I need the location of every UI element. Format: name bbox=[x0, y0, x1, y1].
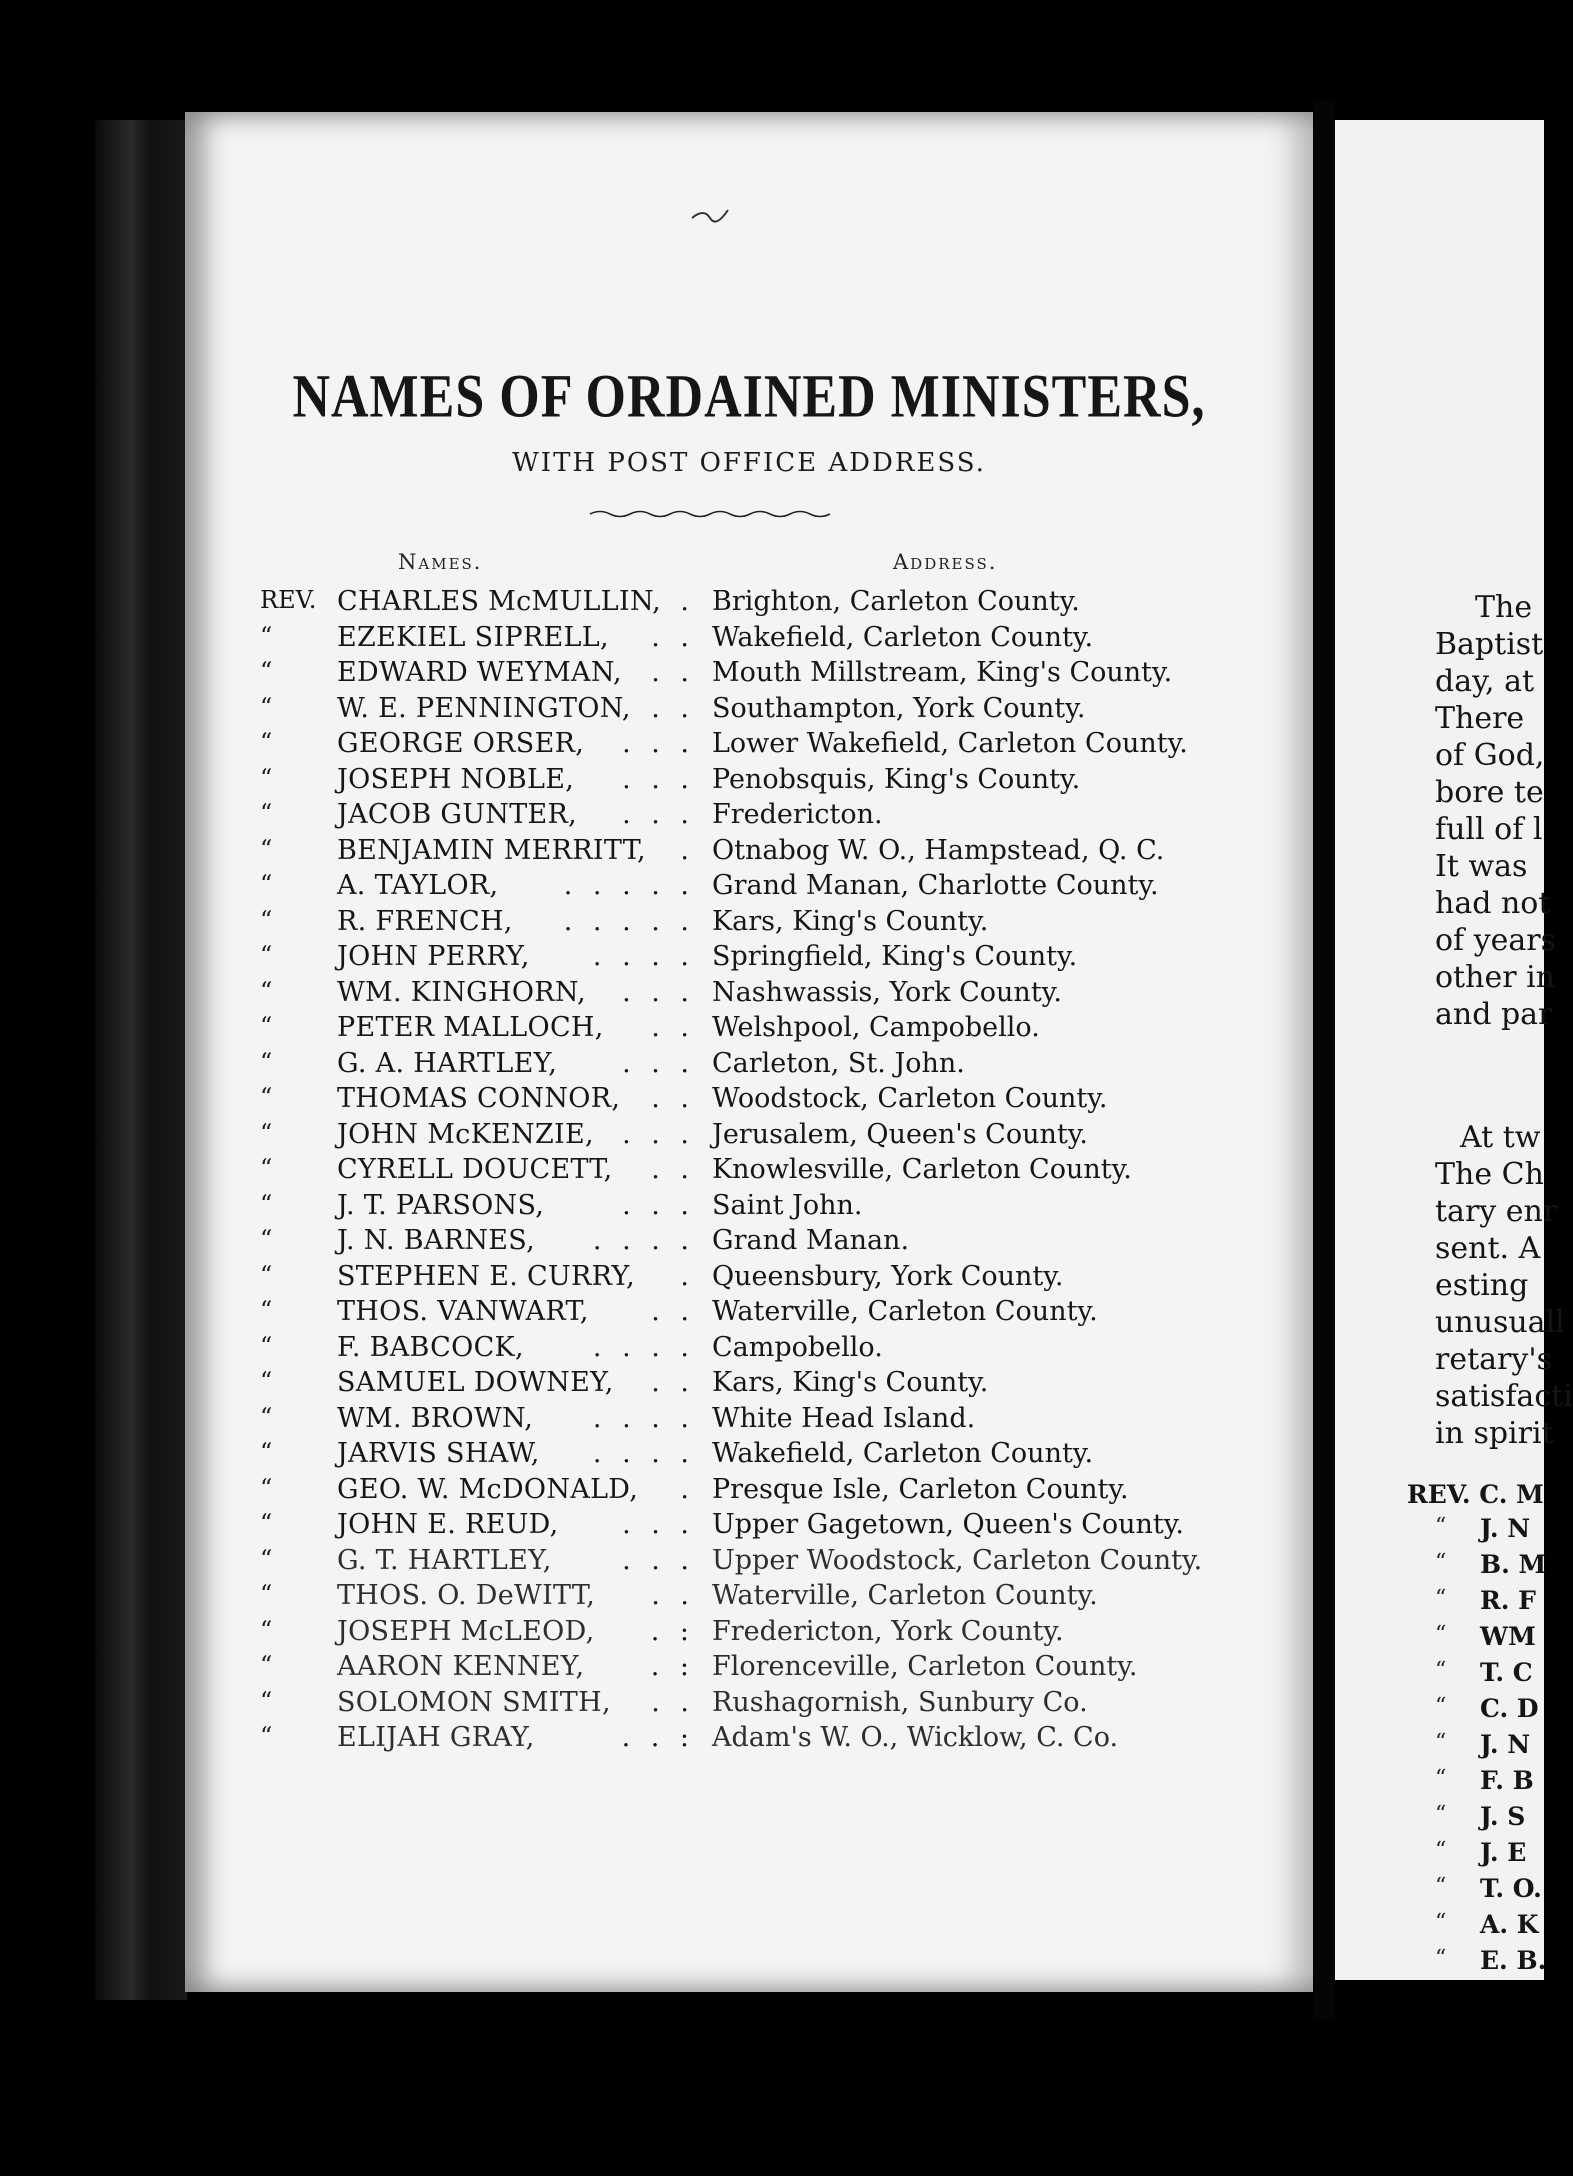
minister-name: JOHN E. REUD, bbox=[337, 1509, 559, 1540]
minister-address: Fredericton. bbox=[712, 799, 883, 830]
ditto-mark: “ bbox=[1435, 1514, 1447, 1539]
left-page bbox=[185, 112, 1313, 1992]
minister-name: ELIJAH GRAY, bbox=[337, 1722, 535, 1753]
minister-row bbox=[185, 977, 1313, 1013]
facing-list-item: J. S bbox=[1480, 1802, 1526, 1831]
minister-name: W. E. PENNINGTON, bbox=[337, 692, 631, 724]
minister-name: G. T. HARTLEY, bbox=[337, 1544, 552, 1576]
minister-row bbox=[185, 1509, 1313, 1545]
leader-dots: . . bbox=[651, 657, 695, 688]
facing-text-line: day, at bbox=[1435, 664, 1535, 699]
minister-address: Lower Wakefield, Carleton County. bbox=[712, 728, 1188, 759]
minister-name: JOSEPH McLEOD, bbox=[337, 1615, 595, 1647]
minister-name: JOHN PERRY, bbox=[337, 941, 530, 972]
minister-address: Brighton, Carleton County. bbox=[712, 586, 1080, 617]
minister-name: JARVIS SHAW, bbox=[337, 1438, 540, 1469]
minister-row bbox=[185, 693, 1313, 729]
facing-text-line: of years bbox=[1435, 923, 1557, 958]
facing-text-line: retary's bbox=[1435, 1342, 1552, 1377]
minister-row bbox=[185, 1474, 1313, 1510]
minister-prefix: “ bbox=[260, 1260, 273, 1289]
minister-address: Wakefield, Carleton County. bbox=[712, 1438, 1094, 1469]
minister-name: JACOB GUNTER, bbox=[337, 799, 578, 830]
minister-prefix: “ bbox=[260, 1296, 273, 1324]
page-title: NAMES OF ORDAINED MINISTERS, bbox=[292, 363, 1206, 431]
leader-dots: . . bbox=[651, 1012, 695, 1043]
leader-dots: . bbox=[680, 1260, 695, 1292]
minister-prefix: “ bbox=[260, 1012, 273, 1040]
ditto-mark: “ bbox=[1435, 1550, 1447, 1575]
minister-prefix: “ bbox=[260, 621, 273, 650]
page-gutter bbox=[1313, 100, 1335, 2020]
facing-text-line: esting bbox=[1435, 1268, 1529, 1303]
minister-row bbox=[185, 1403, 1313, 1439]
leader-dots: . bbox=[680, 834, 695, 866]
minister-name: JOSEPH NOBLE, bbox=[337, 763, 575, 795]
facing-text-line: The bbox=[1475, 590, 1533, 625]
minister-address: Carleton, St. John. bbox=[712, 1047, 965, 1079]
minister-name: SAMUEL DOWNEY, bbox=[337, 1367, 614, 1398]
minister-name: EDWARD WEYMAN, bbox=[337, 657, 622, 688]
minister-prefix: “ bbox=[260, 1473, 273, 1502]
minister-prefix: “ bbox=[260, 941, 273, 969]
minister-prefix: “ bbox=[260, 1083, 273, 1111]
minister-address: White Head Island. bbox=[712, 1402, 976, 1434]
minister-row bbox=[185, 1296, 1313, 1332]
facing-text-line: of God, bbox=[1435, 738, 1545, 773]
minister-row bbox=[185, 1154, 1313, 1190]
minister-row bbox=[185, 728, 1313, 764]
facing-list-item: R. F bbox=[1480, 1586, 1536, 1615]
facing-text-line: bore te bbox=[1435, 775, 1544, 810]
ditto-mark: “ bbox=[1435, 1838, 1447, 1863]
facing-text-line: full of l bbox=[1435, 812, 1543, 847]
minister-prefix: “ bbox=[260, 763, 273, 792]
minister-name: EZEKIEL SIPRELL, bbox=[337, 621, 609, 653]
minister-row bbox=[185, 1367, 1313, 1403]
minister-address: Springfield, King's County. bbox=[712, 941, 1078, 972]
minister-name: GEO. W. McDONALD, bbox=[337, 1473, 639, 1505]
minister-name: R. FRENCH, bbox=[337, 905, 513, 937]
facing-list-item: A. K bbox=[1480, 1910, 1539, 1939]
facing-list-item: F. B bbox=[1480, 1766, 1534, 1795]
pencil-mark bbox=[690, 198, 730, 228]
book-spine-edge bbox=[95, 120, 187, 2000]
minister-name: CHARLES McMULLIN, bbox=[337, 586, 662, 617]
leader-dots: . . . . . bbox=[563, 905, 695, 937]
leader-dots: . . bbox=[651, 1154, 695, 1185]
minister-address: Saint John. bbox=[712, 1189, 863, 1221]
minister-prefix: “ bbox=[260, 834, 273, 863]
minister-prefix: “ bbox=[260, 1189, 273, 1218]
ditto-mark: “ bbox=[1435, 1622, 1447, 1647]
minister-address: Welshpool, Campobello. bbox=[712, 1012, 1040, 1043]
minister-name: CYRELL DOUCETT, bbox=[337, 1154, 613, 1185]
facing-list-item: B. M bbox=[1480, 1550, 1547, 1579]
facing-list-item: J. E bbox=[1480, 1838, 1527, 1867]
minister-row bbox=[185, 586, 1313, 622]
minister-prefix: “ bbox=[260, 692, 273, 721]
minister-prefix: “ bbox=[260, 1367, 273, 1395]
minister-name: THOS. VANWART, bbox=[337, 1296, 589, 1327]
leader-dots: . bbox=[680, 586, 695, 617]
minister-row bbox=[185, 1119, 1313, 1155]
leader-dots: . . bbox=[651, 1686, 695, 1718]
minister-name: BENJAMIN MERRITT, bbox=[337, 834, 646, 866]
minister-address: Presque Isle, Carleton County. bbox=[712, 1473, 1129, 1505]
minister-prefix: “ bbox=[260, 1580, 273, 1608]
minister-prefix: “ bbox=[260, 1509, 273, 1537]
minister-row bbox=[185, 1083, 1313, 1119]
minister-address: Upper Gagetown, Queen's County. bbox=[712, 1509, 1185, 1540]
minister-address: Upper Woodstock, Carleton County. bbox=[712, 1544, 1203, 1576]
minister-name: F. BABCOCK, bbox=[337, 1331, 524, 1363]
minister-name: WM. BROWN, bbox=[337, 1402, 534, 1434]
minister-prefix: “ bbox=[260, 1402, 273, 1431]
leader-dots: . . bbox=[651, 1580, 695, 1611]
leader-dots: . . . bbox=[622, 799, 695, 830]
minister-row bbox=[185, 799, 1313, 835]
minister-prefix: “ bbox=[260, 870, 273, 898]
minister-address: Grand Manan, Charlotte County. bbox=[712, 870, 1159, 901]
minister-prefix: “ bbox=[260, 799, 273, 827]
address-column-header: Address. bbox=[893, 550, 998, 574]
minister-row bbox=[185, 835, 1313, 871]
minister-name: WM. KINGHORN, bbox=[337, 976, 586, 1008]
leader-dots: . : bbox=[650, 1651, 695, 1682]
facing-list-item: C. D bbox=[1480, 1694, 1539, 1723]
leader-dots: . . . . bbox=[592, 1331, 695, 1363]
ditto-mark: “ bbox=[1435, 1946, 1447, 1971]
minister-prefix: “ bbox=[260, 728, 273, 756]
minister-prefix: “ bbox=[260, 1686, 273, 1715]
minister-prefix: “ bbox=[260, 1047, 273, 1076]
facing-text-line: It was bbox=[1435, 849, 1528, 884]
minister-address: Florenceville, Carleton County. bbox=[712, 1651, 1138, 1682]
leader-dots: . . bbox=[651, 692, 695, 724]
facing-text-line: The Ch bbox=[1435, 1157, 1544, 1192]
minister-address: Adam's W. O., Wicklow, C. Co. bbox=[712, 1722, 1119, 1753]
minister-row bbox=[185, 1580, 1313, 1616]
minister-prefix: “ bbox=[260, 1438, 273, 1466]
minister-row bbox=[185, 1616, 1313, 1652]
minister-prefix: “ bbox=[260, 905, 273, 934]
minister-prefix: “ bbox=[260, 1331, 273, 1360]
facing-text-line: other in bbox=[1435, 960, 1555, 995]
minister-name: J. N. BARNES, bbox=[337, 1225, 535, 1256]
minister-address: Rushagornish, Sunbury Co. bbox=[712, 1686, 1088, 1718]
leader-dots: . . bbox=[651, 1296, 695, 1327]
facing-text-line: At tw bbox=[1460, 1120, 1541, 1155]
facing-list-item: T. O. bbox=[1480, 1874, 1542, 1903]
facing-text-line: There bbox=[1435, 701, 1525, 736]
minister-prefix: “ bbox=[260, 976, 273, 1005]
minister-address: Mouth Millstream, King's County. bbox=[712, 657, 1173, 688]
minister-address: Knowlesville, Carleton County. bbox=[712, 1154, 1132, 1185]
minister-name: JOHN McKENZIE, bbox=[337, 1118, 594, 1150]
ditto-mark: “ bbox=[1435, 1730, 1447, 1755]
minister-address: Otnabog W. O., Hampstead, Q. C. bbox=[712, 834, 1165, 866]
minister-row bbox=[185, 941, 1313, 977]
minister-row bbox=[185, 1190, 1313, 1226]
leader-dots: . . bbox=[651, 621, 695, 653]
minister-row bbox=[185, 657, 1313, 693]
leader-dots: . bbox=[680, 1473, 695, 1505]
minister-address: Grand Manan. bbox=[712, 1225, 910, 1256]
leader-dots: . : bbox=[650, 1615, 695, 1647]
facing-list-heading: REV. C. M bbox=[1407, 1480, 1544, 1509]
facing-text-line: Baptist bbox=[1435, 627, 1544, 662]
minister-name: J. T. PARSONS, bbox=[337, 1189, 545, 1221]
minister-address: Fredericton, York County. bbox=[712, 1615, 1064, 1647]
facing-list-item: J. N bbox=[1480, 1730, 1531, 1759]
minister-prefix: “ bbox=[260, 1154, 273, 1182]
leader-dots: . . . . bbox=[592, 1438, 695, 1469]
ornamental-rule bbox=[590, 509, 830, 519]
leader-dots: . . . . bbox=[592, 941, 695, 972]
minister-row bbox=[185, 622, 1313, 658]
minister-row bbox=[185, 1545, 1313, 1581]
minister-prefix: “ bbox=[260, 1651, 273, 1679]
leader-dots: . . . bbox=[622, 976, 695, 1008]
leader-dots: . . bbox=[651, 1367, 695, 1398]
facing-text-line: had not bbox=[1435, 886, 1551, 921]
ditto-mark: “ bbox=[1435, 1766, 1447, 1791]
facing-list-item: J. N bbox=[1480, 1514, 1531, 1543]
minister-address: Kars, King's County. bbox=[712, 1367, 989, 1398]
minister-address: Wakefield, Carleton County. bbox=[712, 621, 1094, 653]
minister-address: Nashwassis, York County. bbox=[712, 976, 1062, 1008]
minister-address: Southampton, York County. bbox=[712, 692, 1086, 724]
minister-row bbox=[185, 1012, 1313, 1048]
minister-name: PETER MALLOCH, bbox=[337, 1012, 604, 1043]
names-column-header: Names. bbox=[398, 550, 483, 574]
minister-name: SOLOMON SMITH, bbox=[337, 1686, 611, 1718]
ditto-mark: “ bbox=[1435, 1802, 1447, 1827]
minister-prefix: “ bbox=[260, 1118, 273, 1147]
minister-prefix: REV. bbox=[260, 586, 317, 614]
leader-dots: . . . bbox=[622, 1047, 695, 1079]
leader-dots: . . . bbox=[622, 728, 695, 759]
minister-address: Kars, King's County. bbox=[712, 905, 989, 937]
minister-name: GEORGE ORSER, bbox=[337, 728, 585, 759]
minister-row bbox=[185, 764, 1313, 800]
minister-row bbox=[185, 906, 1313, 942]
minister-row bbox=[185, 1261, 1313, 1297]
ministers-list bbox=[185, 586, 1313, 1758]
facing-text-line: satisfacti bbox=[1435, 1379, 1573, 1414]
ditto-mark: “ bbox=[1435, 1586, 1447, 1611]
leader-dots: . . . bbox=[622, 1189, 695, 1221]
leader-dots: . . bbox=[651, 1083, 695, 1114]
facing-text-line: unusuall bbox=[1435, 1305, 1565, 1340]
leader-dots: . . . bbox=[622, 763, 695, 795]
facing-text-line: sent. A bbox=[1435, 1231, 1541, 1266]
minister-address: Queensbury, York County. bbox=[712, 1260, 1064, 1292]
minister-prefix: “ bbox=[260, 1615, 273, 1644]
ditto-mark: “ bbox=[1435, 1874, 1447, 1899]
minister-name: AARON KENNEY, bbox=[337, 1651, 585, 1682]
page-subtitle: WITH POST OFFICE ADDRESS. bbox=[512, 448, 986, 478]
minister-address: Campobello. bbox=[712, 1331, 883, 1363]
minister-row bbox=[185, 1225, 1313, 1261]
minister-prefix: “ bbox=[260, 657, 273, 685]
leader-dots: . . : bbox=[621, 1722, 695, 1753]
leader-dots: . . . bbox=[622, 1544, 695, 1576]
minister-name: THOS. O. DeWITT, bbox=[337, 1580, 596, 1611]
facing-list-item: E. B. bbox=[1480, 1946, 1547, 1975]
facing-list-item: WM bbox=[1480, 1622, 1536, 1651]
leader-dots: . . . bbox=[622, 1118, 695, 1150]
ditto-mark: “ bbox=[1435, 1694, 1447, 1719]
minister-row bbox=[185, 1048, 1313, 1084]
leader-dots: . . . bbox=[622, 1509, 695, 1540]
minister-name: THOMAS CONNOR, bbox=[337, 1083, 621, 1114]
facing-text-line: tary enr bbox=[1435, 1194, 1558, 1229]
minister-address: Woodstock, Carleton County. bbox=[712, 1083, 1108, 1114]
minister-row bbox=[185, 1332, 1313, 1368]
minister-prefix: “ bbox=[260, 1225, 273, 1253]
minister-name: STEPHEN E. CURRY, bbox=[337, 1260, 635, 1292]
minister-address: Jerusalem, Queen's County. bbox=[712, 1118, 1088, 1150]
minister-prefix: “ bbox=[260, 1722, 273, 1750]
minister-prefix: “ bbox=[260, 1544, 273, 1573]
facing-text-line: in spirit bbox=[1435, 1416, 1554, 1451]
facing-list-item: T. C bbox=[1480, 1658, 1533, 1687]
ditto-mark: “ bbox=[1435, 1910, 1447, 1935]
minister-row bbox=[185, 870, 1313, 906]
facing-text-line: and par bbox=[1435, 997, 1553, 1032]
leader-dots: . . . . . bbox=[563, 870, 695, 901]
minister-address: Penobsquis, King's County. bbox=[712, 763, 1081, 795]
minister-row bbox=[185, 1651, 1313, 1687]
minister-row bbox=[185, 1687, 1313, 1723]
minister-address: Waterville, Carleton County. bbox=[712, 1296, 1098, 1327]
right-page-fragment bbox=[1335, 120, 1573, 1980]
leader-dots: . . . . bbox=[592, 1402, 695, 1434]
minister-row bbox=[185, 1438, 1313, 1474]
minister-name: G. A. HARTLEY, bbox=[337, 1047, 558, 1079]
minister-row bbox=[185, 1722, 1313, 1758]
minister-name: A. TAYLOR, bbox=[337, 870, 499, 901]
leader-dots: . . . . bbox=[592, 1225, 695, 1256]
minister-address: Waterville, Carleton County. bbox=[712, 1580, 1098, 1611]
ditto-mark: “ bbox=[1435, 1658, 1447, 1683]
